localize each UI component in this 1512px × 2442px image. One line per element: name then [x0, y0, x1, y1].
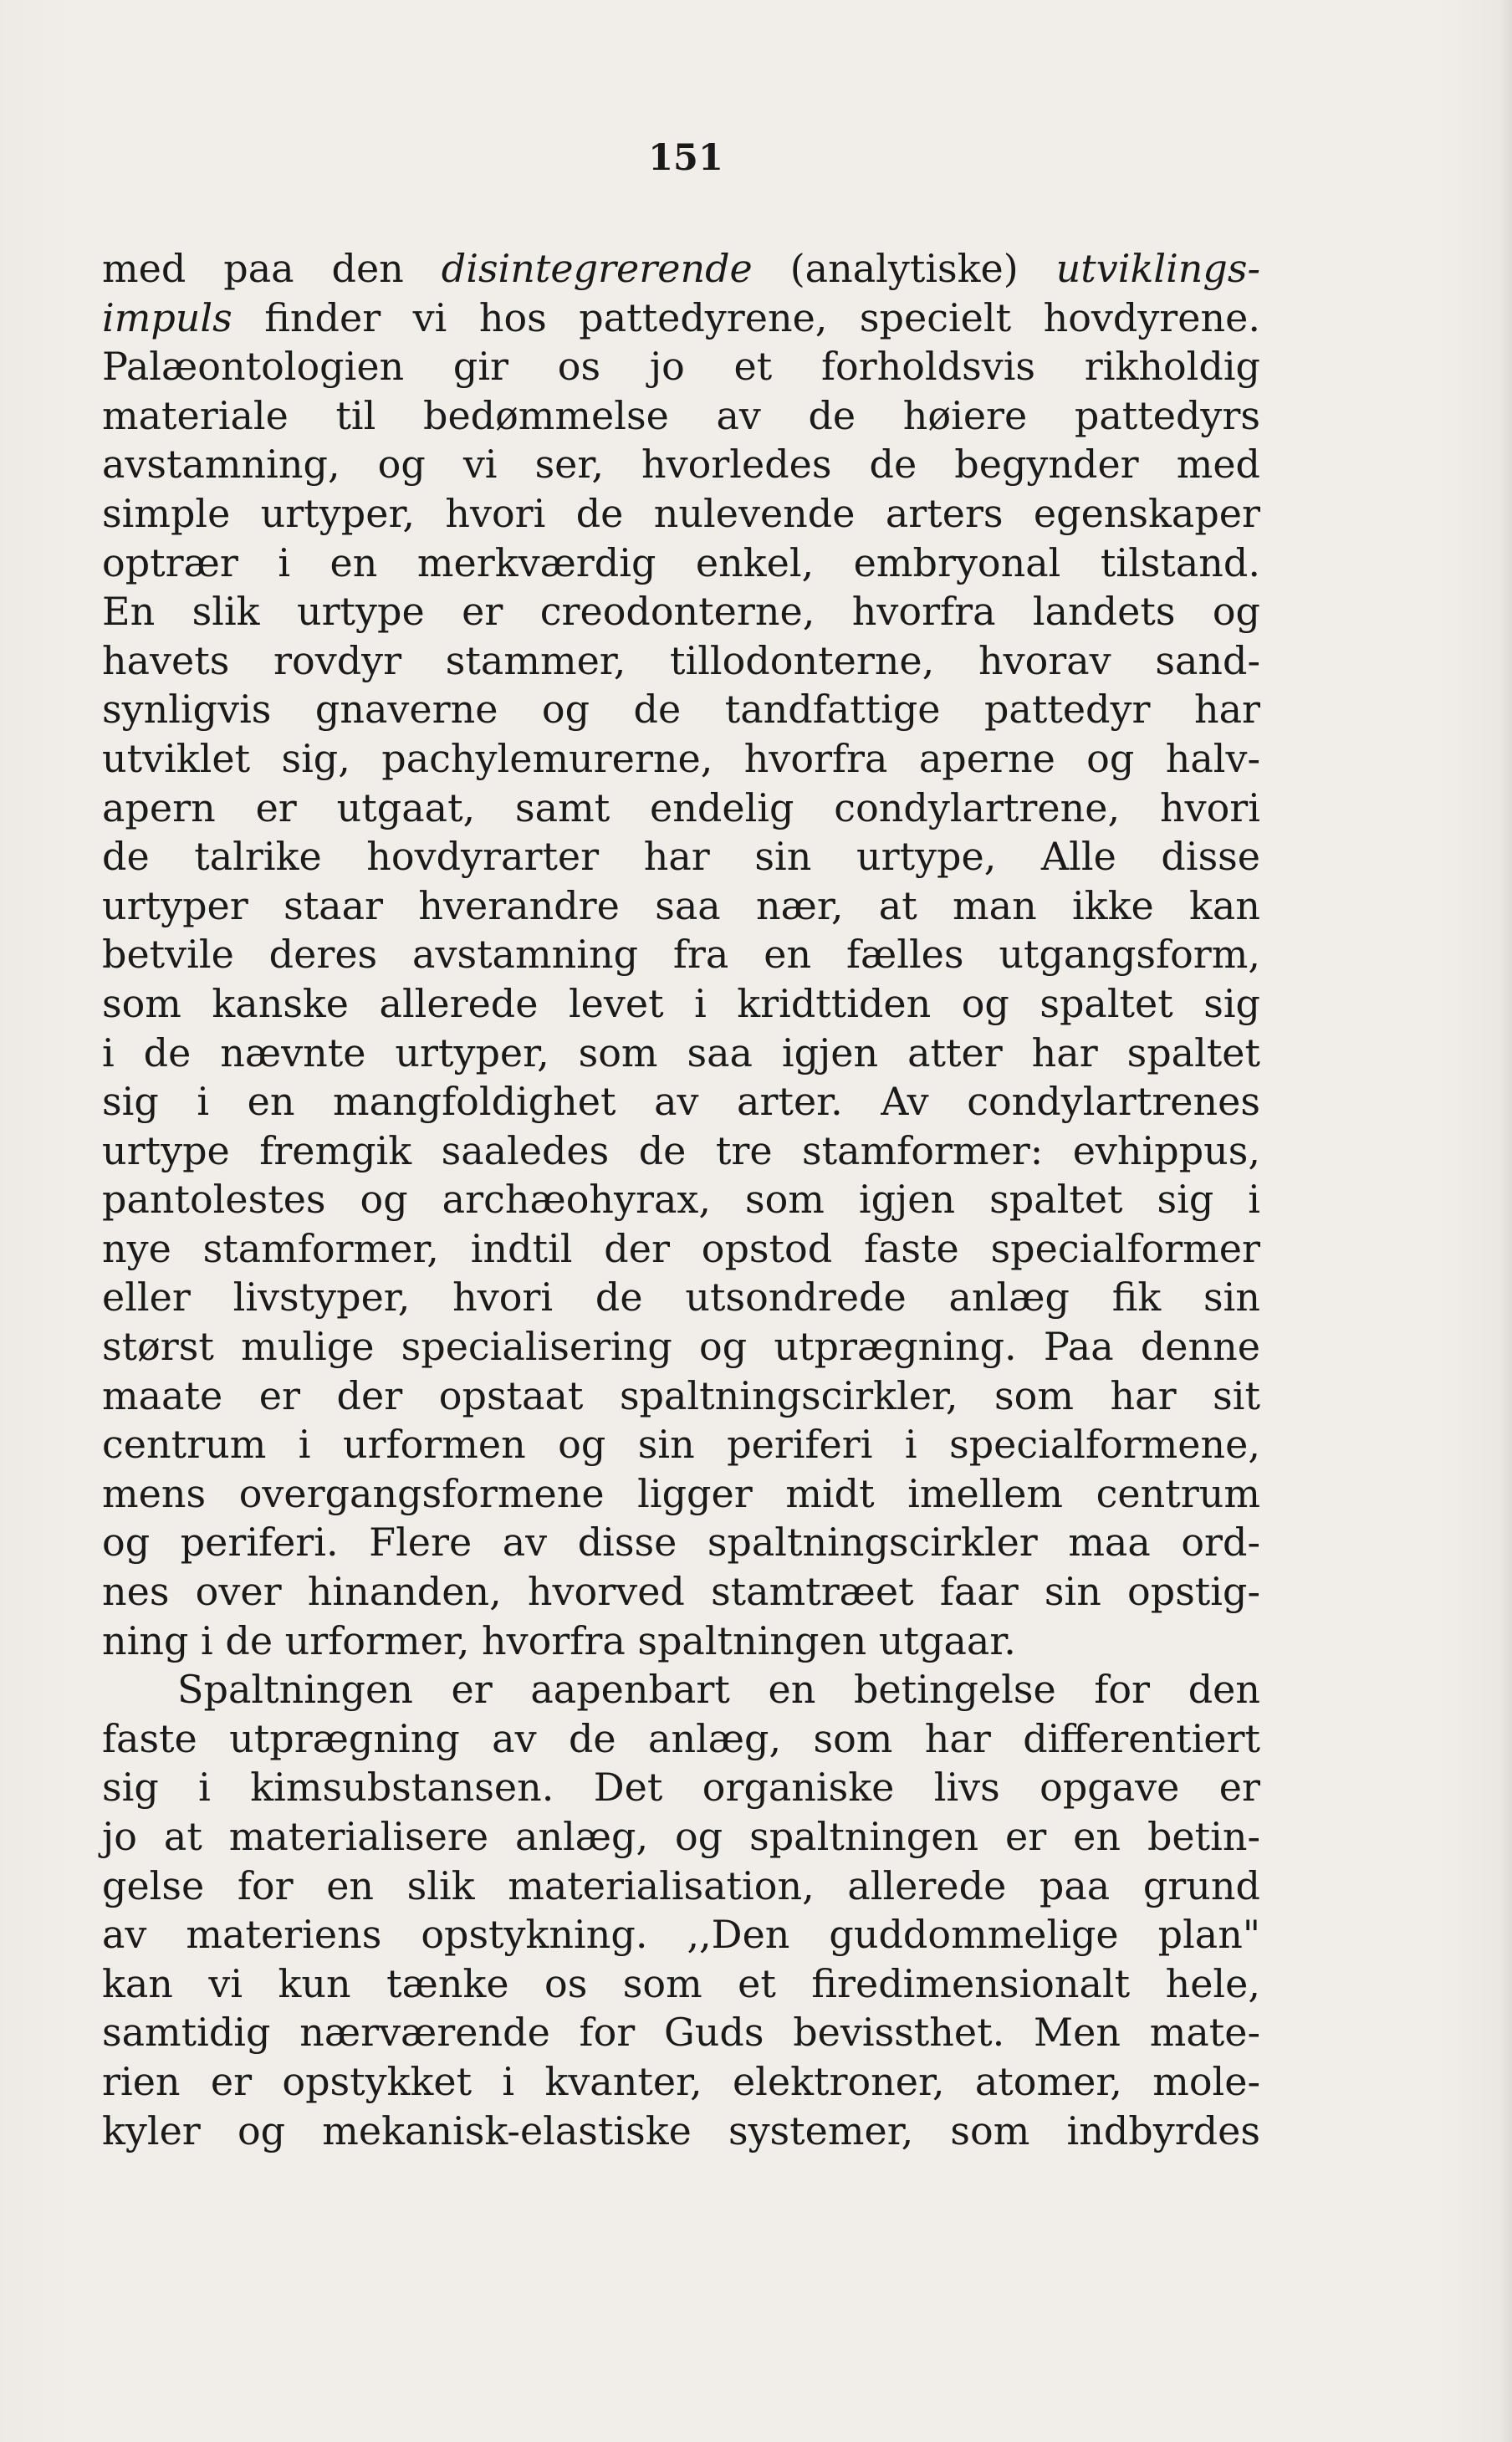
- text-line: [102, 391, 1260, 441]
- text-line: [102, 1175, 1260, 1224]
- text-segment: (analytiske): [752, 246, 1056, 291]
- text-line: [102, 2107, 1260, 2156]
- text-segment: eller livstyper, hvori de utsondrede anlæg fik sin: [102, 1275, 1260, 1321]
- text-line: [102, 1372, 1260, 1421]
- text-line: [102, 1617, 1260, 1666]
- text-line: [102, 1959, 1260, 2009]
- text-segment: En slik urtype er creodonterne, hvorfra landets og: [102, 589, 1260, 635]
- text-segment: sig i en mangfoldighet av arter. Av condylartrenes: [102, 1079, 1260, 1125]
- text-segment: simple urtyper, hvori de nulevende arters egenskaper: [102, 490, 1260, 536]
- italic-text-segment: utviklings-: [1055, 246, 1261, 291]
- text-line: [102, 1812, 1260, 1862]
- text-segment: med paa den: [102, 246, 442, 291]
- text-segment: og periferi. Flere av disse spaltningscirkler maa ord-: [102, 1520, 1260, 1566]
- text-line: [102, 1763, 1260, 1812]
- text-line: [102, 1665, 1260, 1714]
- text-segment: ning i de urformer, hvorfra spaltningen utgaar.: [102, 1617, 1016, 1663]
- text-segment: gelse for en slik materialisation, allerede paa grund: [102, 1862, 1260, 1908]
- text-line: [102, 1273, 1260, 1322]
- text-segment: Spaltningen er aapenbart en betingelse for den: [177, 1667, 1260, 1713]
- text-segment: samtidig nærværende for Guds bevissthet. Men mate-: [102, 2010, 1260, 2056]
- text-line: [102, 1567, 1260, 1617]
- text-line: [102, 539, 1260, 588]
- text-segment: sig i kimsubstansen. Det organiske livs opgave er: [102, 1765, 1260, 1811]
- text-segment: utviklet sig, pachylemurerne, hvorfra aperne og halv-: [102, 735, 1260, 781]
- italic-text-segment: disintegrerende: [441, 246, 753, 291]
- text-segment: de talrike hovdyrarter har sin urtype, Alle disse: [102, 834, 1260, 880]
- text-segment: størst mulige specialisering og utprægning. Paa denne: [102, 1324, 1260, 1370]
- text-segment: av materiens opstykning. ,,Den guddommelige plan": [102, 1912, 1260, 1958]
- text-segment: Palæontologien gir os jo et forholdsvis rikholdig: [102, 344, 1260, 390]
- text-segment: jo at materialisere anlæg, og spaltningen er en betin-: [102, 1814, 1260, 1859]
- text-line: [102, 244, 1260, 294]
- text-segment: materiale til bedømmelse av de høiere pattedyrs: [102, 392, 1260, 438]
- text-line: [102, 881, 1260, 931]
- text-line: [102, 440, 1260, 489]
- text-segment: mens overgangsformene ligger midt imellem centrum: [102, 1470, 1260, 1516]
- text-line: [102, 1862, 1260, 1911]
- text-line: [102, 832, 1260, 881]
- text-segment: optrær i en merkværdig enkel, embryonal tilstand.: [102, 539, 1260, 585]
- text-segment: rien er opstykket i kvanter, elektroner, atomer, mole-: [102, 2058, 1260, 2104]
- text-line: [102, 685, 1260, 734]
- text-segment: faste utprægning av de anlæg, som har differentiert: [102, 1715, 1260, 1761]
- text-line: [102, 1224, 1260, 1274]
- body-text: [102, 244, 1260, 2155]
- text-line: [102, 784, 1260, 833]
- text-line: [102, 1518, 1260, 1567]
- italic-text-segment: impuls: [102, 294, 232, 340]
- text-segment: maate er der opstaat spaltningscirkler, som har sit: [102, 1372, 1260, 1418]
- text-line: [102, 489, 1260, 539]
- text-segment: kan vi kun tænke os som et firedimensionalt hele,: [102, 1960, 1260, 2006]
- text-segment: synligvis gnaverne og de tandfattige pattedyr har: [102, 687, 1260, 733]
- text-segment: som kanske allerede levet i kridttiden og spaltet sig: [102, 980, 1260, 1026]
- text-line: [102, 342, 1260, 391]
- text-line: [102, 979, 1260, 1029]
- text-line: [102, 587, 1260, 636]
- text-segment: urtype fremgik saaledes de tre stamformer: evhippus,: [102, 1127, 1260, 1173]
- text-line: [102, 1077, 1260, 1126]
- text-line: [102, 1714, 1260, 1764]
- text-segment: centrum i urformen og sin periferi i specialformene,: [102, 1422, 1260, 1468]
- text-segment: avstamning, og vi ser, hvorledes de begynder med: [102, 442, 1260, 488]
- text-line: [102, 1322, 1260, 1372]
- text-segment: nye stamformer, indtil der opstod faste specialformer: [102, 1225, 1260, 1271]
- text-line: [102, 1126, 1260, 1176]
- text-segment: betvile deres avstamning fra en fælles utgangsform,: [102, 932, 1260, 978]
- text-segment: apern er utgaat, samt endelig condylartrene, hvori: [102, 784, 1260, 830]
- text-line: [102, 636, 1260, 686]
- text-segment: pantolestes og archæohyrax, som igjen spaltet sig i: [102, 1177, 1260, 1223]
- text-line: [102, 1029, 1260, 1078]
- text-line: [102, 930, 1260, 979]
- text-segment: finder vi hos pattedyrene, specielt hovdyrene.: [232, 294, 1260, 340]
- text-line: [102, 2057, 1260, 2107]
- text-line: [102, 2008, 1260, 2057]
- text-segment: kyler og mekanisk-elastiske systemer, som indbyrdes: [102, 2107, 1260, 2153]
- page-number: 151: [648, 137, 723, 179]
- text-line: [102, 1910, 1260, 1959]
- text-line: [102, 1420, 1260, 1469]
- text-line: [102, 294, 1260, 343]
- text-segment: havets rovdyr stammer, tillodonterne, hvorav sand-: [102, 637, 1260, 683]
- text-segment: urtyper staar hverandre saa nær, at man ikke kan: [102, 882, 1260, 928]
- text-segment: i de nævnte urtyper, som saa igjen atter har spaltet: [102, 1029, 1260, 1075]
- text-line: [102, 1469, 1260, 1519]
- text-line: [102, 734, 1260, 784]
- text-segment: nes over hinanden, hvorved stamtræet faar sin opstig-: [102, 1569, 1260, 1615]
- page-edge-shadow: [1500, 0, 1512, 2442]
